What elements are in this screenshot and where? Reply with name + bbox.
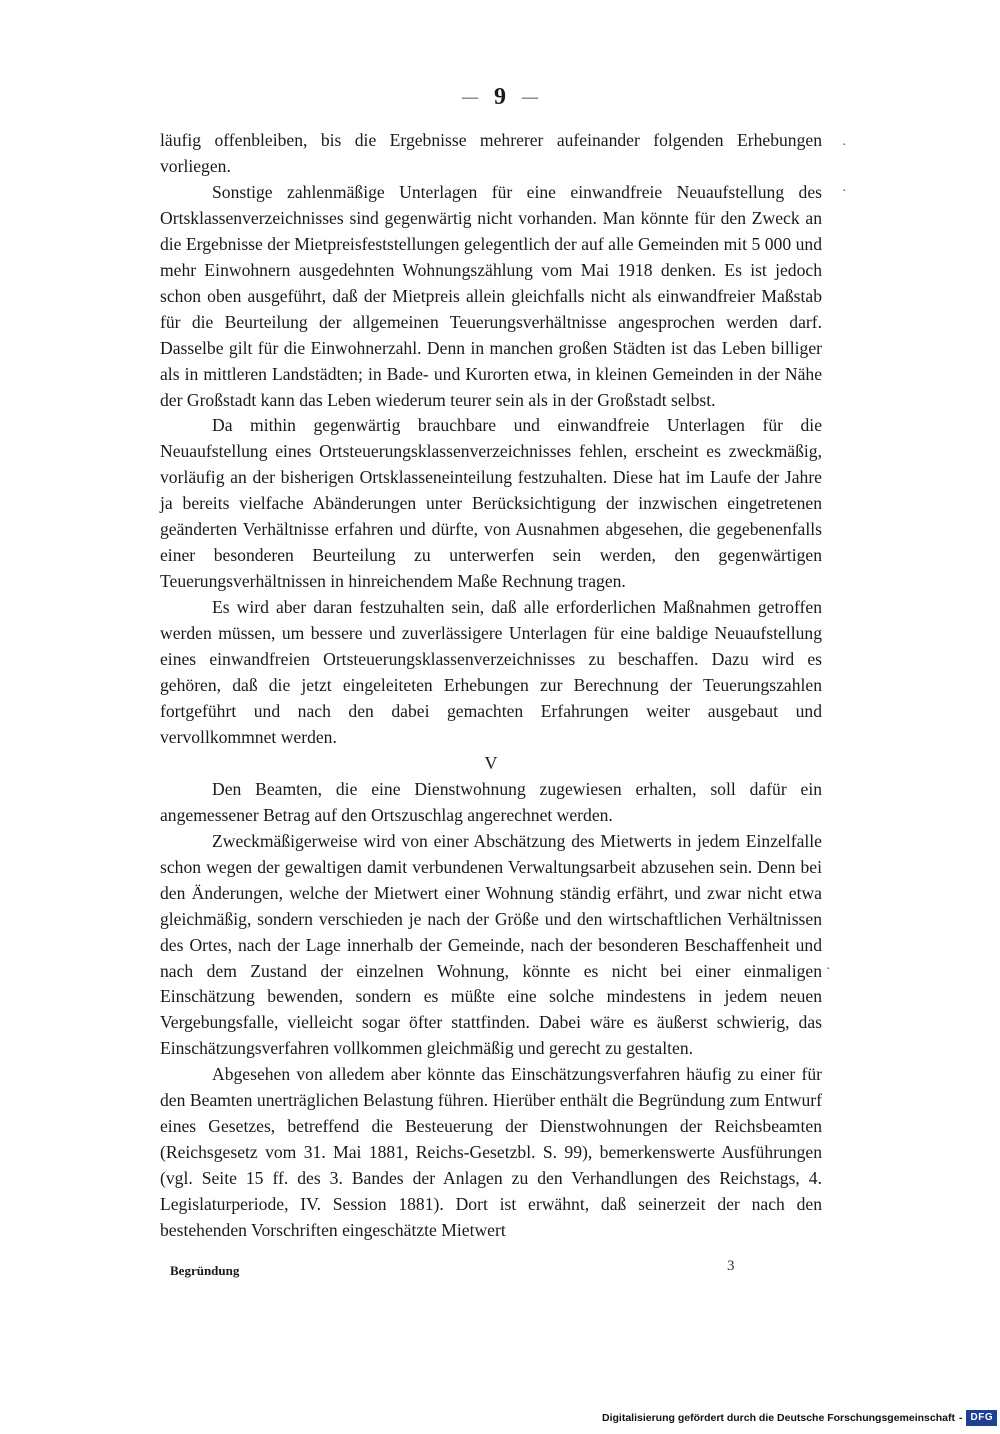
paragraph-3: Da mithin gegenwärtig brauchbare und einwandfreie Unterlagen für die Neuaufstellung eines Ortsteuerungsklassenverzeichnisses fehlen, erscheint es zweckmäßig, vorläufig an der bisherigen Ortsklasseneinteilung festzuhalten. Diese hat im Laufe der Jahre ja bereits vielfache Abänderungen unter Berücksichtigung der inzwischen eingetretenen geänderten Verhältnisse erfahren und dürfte, von Ausnahmen abgesehen, die gegebenenfalls einer besonderen Beurteilung zu unterwerfen sein werden, den gegenwärtigen Teuerungsverhältnissen in hinreichendem Maße Rechnung tragen. bbox=[160, 415, 822, 592]
section-paragraph-1: Den Beamten, die eine Dienstwohnung zugewiesen erhalten, soll dafür ein angemessener Betrag auf den Ortszuschlag angerechnet werden. bbox=[160, 778, 822, 825]
page-header bbox=[0, 84, 1000, 111]
paragraph-1: läufig offenbleiben, bis die Ergebnisse mehrerer aufeinander folgenden Erhebungen vorliegen. bbox=[160, 130, 822, 176]
credit-separator: - bbox=[958, 1412, 963, 1424]
body-text bbox=[160, 128, 822, 1244]
dfg-logo-icon: DFG bbox=[966, 1410, 997, 1426]
paragraph-2: Sonstige zahlenmäßige Unterlagen für eine einwandfreie Neuaufstellung des Ortsklassenverzeichnisses sind gegenwärtig nicht vorhanden. Man könnte für den Zweck an die Ergebnisse der Mietpreisfeststellungen gelegentlich der auf alle Gemeinden mit 5 000 und mehr Einwohnern ausgedehnten Wohnungszählung vom Mai 1918 denken. Es ist jedoch schon oben ausgeführt, daß der Mietpreis allein gleichfalls nicht als einwandfreier Maßstab für die Beurteilung der allgemeinen Teuerungsverhältnisse angesprochen werden darf. Dasselbe gilt für die Einwohnerzahl. Denn in manchen großen Städten ist das Leben billiger als in mittleren Landstädten; in Bade- und Kurorten etwa, in kleinen Gemeinden in der Nähe der Großstadt kann das Leben wiederum teurer sein als in der Großstadt selbst. bbox=[160, 181, 822, 410]
footer-signature: Begründung bbox=[170, 1263, 240, 1278]
credit-text: Digitalisierung gefördert durch die Deutsche Forschungsgemeinschaft bbox=[602, 1412, 955, 1424]
margin-mark: · bbox=[842, 138, 847, 153]
margin-mark: · bbox=[842, 184, 847, 199]
section-paragraph-2: Zweckmäßigerweise wird von einer Abschätzung des Mietwerts in jedem Einzelfalle schon wegen der gewaltigen damit verbundenen Verwaltungsarbeit abzusehen sein. Denn bei den Änderungen, welche der Mietwert einer Wohnung ständig erfährt, und zwar nicht etwa gleichmäßig, sondern verschieden je nach der Größe und den wirtschaftlichen Verhältnissen des Ortes, nach der Lage innerhalb der Gemeinde, nach der besonderen Beschaffenheit und nach dem Zustand der einzelnen Wohnung, könnte es nicht bei einer einmaligen Einschätzung bewenden, sondern es müßte eine solche mindestens in jedem neuen Vergebungsfalle, vielleicht sogar öfter stattfinden. Dabei wäre es äußerst schwierig, das Einschätzungsverfahren vollkommen gleichmäßig und gerecht zu gestalten. bbox=[160, 830, 822, 1059]
section-paragraph-3: Abgesehen von alledem aber könnte das Einschätzungsverfahren häufig zu einer für den Beamten unerträglichen Belastung führen. Hierüber enthält die Begründung zum Entwurf eines Gesetzes, betreffend die Besteuerung der Dienstwohnungen der Reichsbeamten (Reichsgesetz vom 31. Mai 1881, Reichs-Gesetzbl. S. 99), bemerkenswerte Ausführungen (vgl. Seite 15 ff. des 3. Bandes der Anlagen zu den Verhandlungen des Reichstags, 4. Legislaturperiode, IV. Session 1881). Dort ist erwähnt, daß seinerzeit der nach den bestehenden Vorschriften eingeschätzte Mietwert bbox=[160, 1064, 822, 1241]
paragraph-4: Es wird aber daran festzuhalten sein, daß alle erforderlichen Maßnahmen getroffen werden müssen, um bessere und zuverlässigere Unterlagen für eine baldige Neuaufstellung eines einwandfreien Ortsteuerungsklassenverzeichnisses zu beschaffen. Dazu wird es gehören, daß die jetzt eingeleiteten Erhebungen zur Berechnung der Teuerungszahlen fortgeführt und nach den dabei gemachten Erfahrungen weiter ausgebaut und vervollkommnet werden. bbox=[160, 597, 822, 747]
header-dash-right: — bbox=[522, 89, 538, 107]
section-heading: V bbox=[484, 752, 498, 773]
header-dash-left: — bbox=[462, 89, 478, 107]
digitization-credit bbox=[602, 1410, 997, 1426]
margin-mark: · bbox=[826, 962, 831, 977]
footer-sheet-number: 3 bbox=[727, 1258, 735, 1274]
page-number: 9 bbox=[494, 84, 506, 110]
